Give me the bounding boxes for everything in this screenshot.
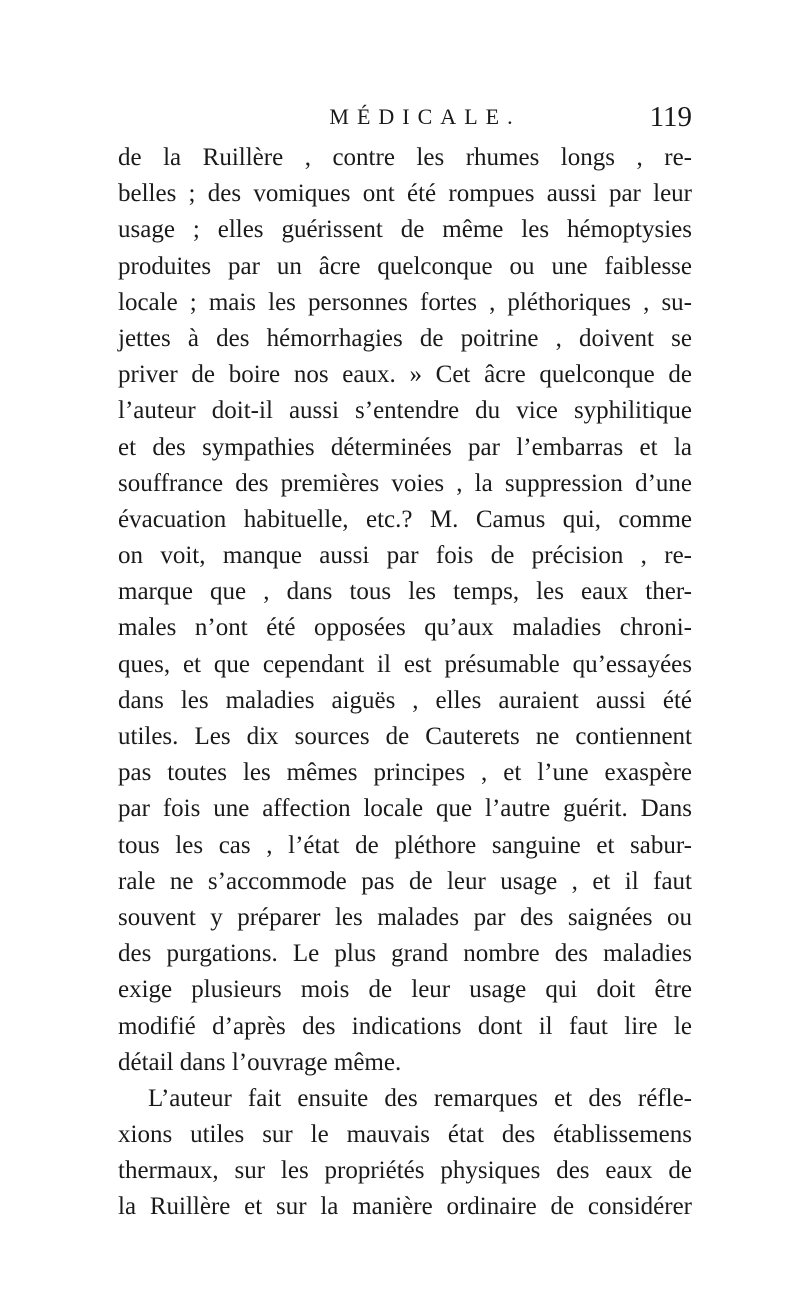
- text-line: évacuation habituelle, etc.? M. Camus qui, comme: [118, 505, 692, 533]
- text-line: xions utiles sur le mauvais état des établissemens: [118, 1121, 692, 1149]
- body-text: [118, 140, 692, 1226]
- page-number: 119: [649, 101, 692, 133]
- text-line: la Ruillère et sur la manière ordinaire de considérer: [118, 1193, 692, 1221]
- text-line: jettes à des hémorrhagies de poitrine , doivent se: [118, 324, 692, 352]
- text-line: usage ; elles guérissent de même les hémoptysies: [118, 216, 692, 244]
- text-line: souffrance des premières voies , la suppression d’une: [118, 469, 692, 497]
- text-line: produites par un âcre quelconque ou une faiblesse: [118, 252, 692, 280]
- text-line: males n’ont été opposées qu’aux maladies chroni-: [118, 614, 692, 642]
- text-line: marque que , dans tous les temps, les eaux ther-: [118, 578, 692, 606]
- text-line: dans les maladies aiguës , elles auraient aussi été: [118, 686, 692, 714]
- paragraph-start-line: L’auteur fait ensuite des remarques et des réfle-: [148, 1084, 692, 1112]
- text-line: belles ; des vomiques ont été rompues aussi par leur: [118, 180, 692, 208]
- text-line: par fois une affection locale que l’autre guérit. Dans: [118, 795, 692, 823]
- text-line: souvent y préparer les malades par des saignées ou: [118, 903, 692, 931]
- text-line: on voit, manque aussi par fois de précision , re-: [118, 542, 692, 570]
- text-line: utiles. Les dix sources de Cauterets ne contiennent: [118, 723, 692, 750]
- text-line: pas toutes les mêmes principes , et l’une exaspère: [118, 759, 692, 787]
- text-line: ques, et que cependant il est présumable qu’essayées: [118, 650, 692, 678]
- text-line: priver de boire nos eaux. » Cet âcre quelconque de: [118, 361, 692, 389]
- text-line: thermaux, sur les propriétés physiques des eaux de: [118, 1157, 692, 1185]
- paragraph-end-line: détail dans l’ouvrage même.: [118, 1048, 402, 1076]
- text-line: l’auteur doit-il aussi s’entendre du vice syphilitique: [118, 397, 692, 425]
- text-line: locale ; mais les personnes fortes , pléthoriques , su-: [118, 288, 692, 316]
- text-line: des purgations. Le plus grand nombre des maladies: [118, 940, 692, 968]
- text-line: tous les cas , l’état de pléthore sanguine et sabur-: [118, 831, 692, 859]
- text-line: modifié d’après des indications dont il faut lire le: [118, 1012, 692, 1040]
- text-line: rale ne s’accommode pas de leur usage , et il faut: [118, 867, 692, 895]
- running-title: MÉDICALE.: [329, 104, 521, 129]
- text-line: de la Ruillère , contre les rhumes longs , re-: [118, 144, 692, 171]
- text-line: exige plusieurs mois de leur usage qui doit être: [118, 976, 692, 1004]
- text-line: et des sympathies déterminées par l’embarras et la: [118, 433, 692, 461]
- running-head: [118, 101, 692, 144]
